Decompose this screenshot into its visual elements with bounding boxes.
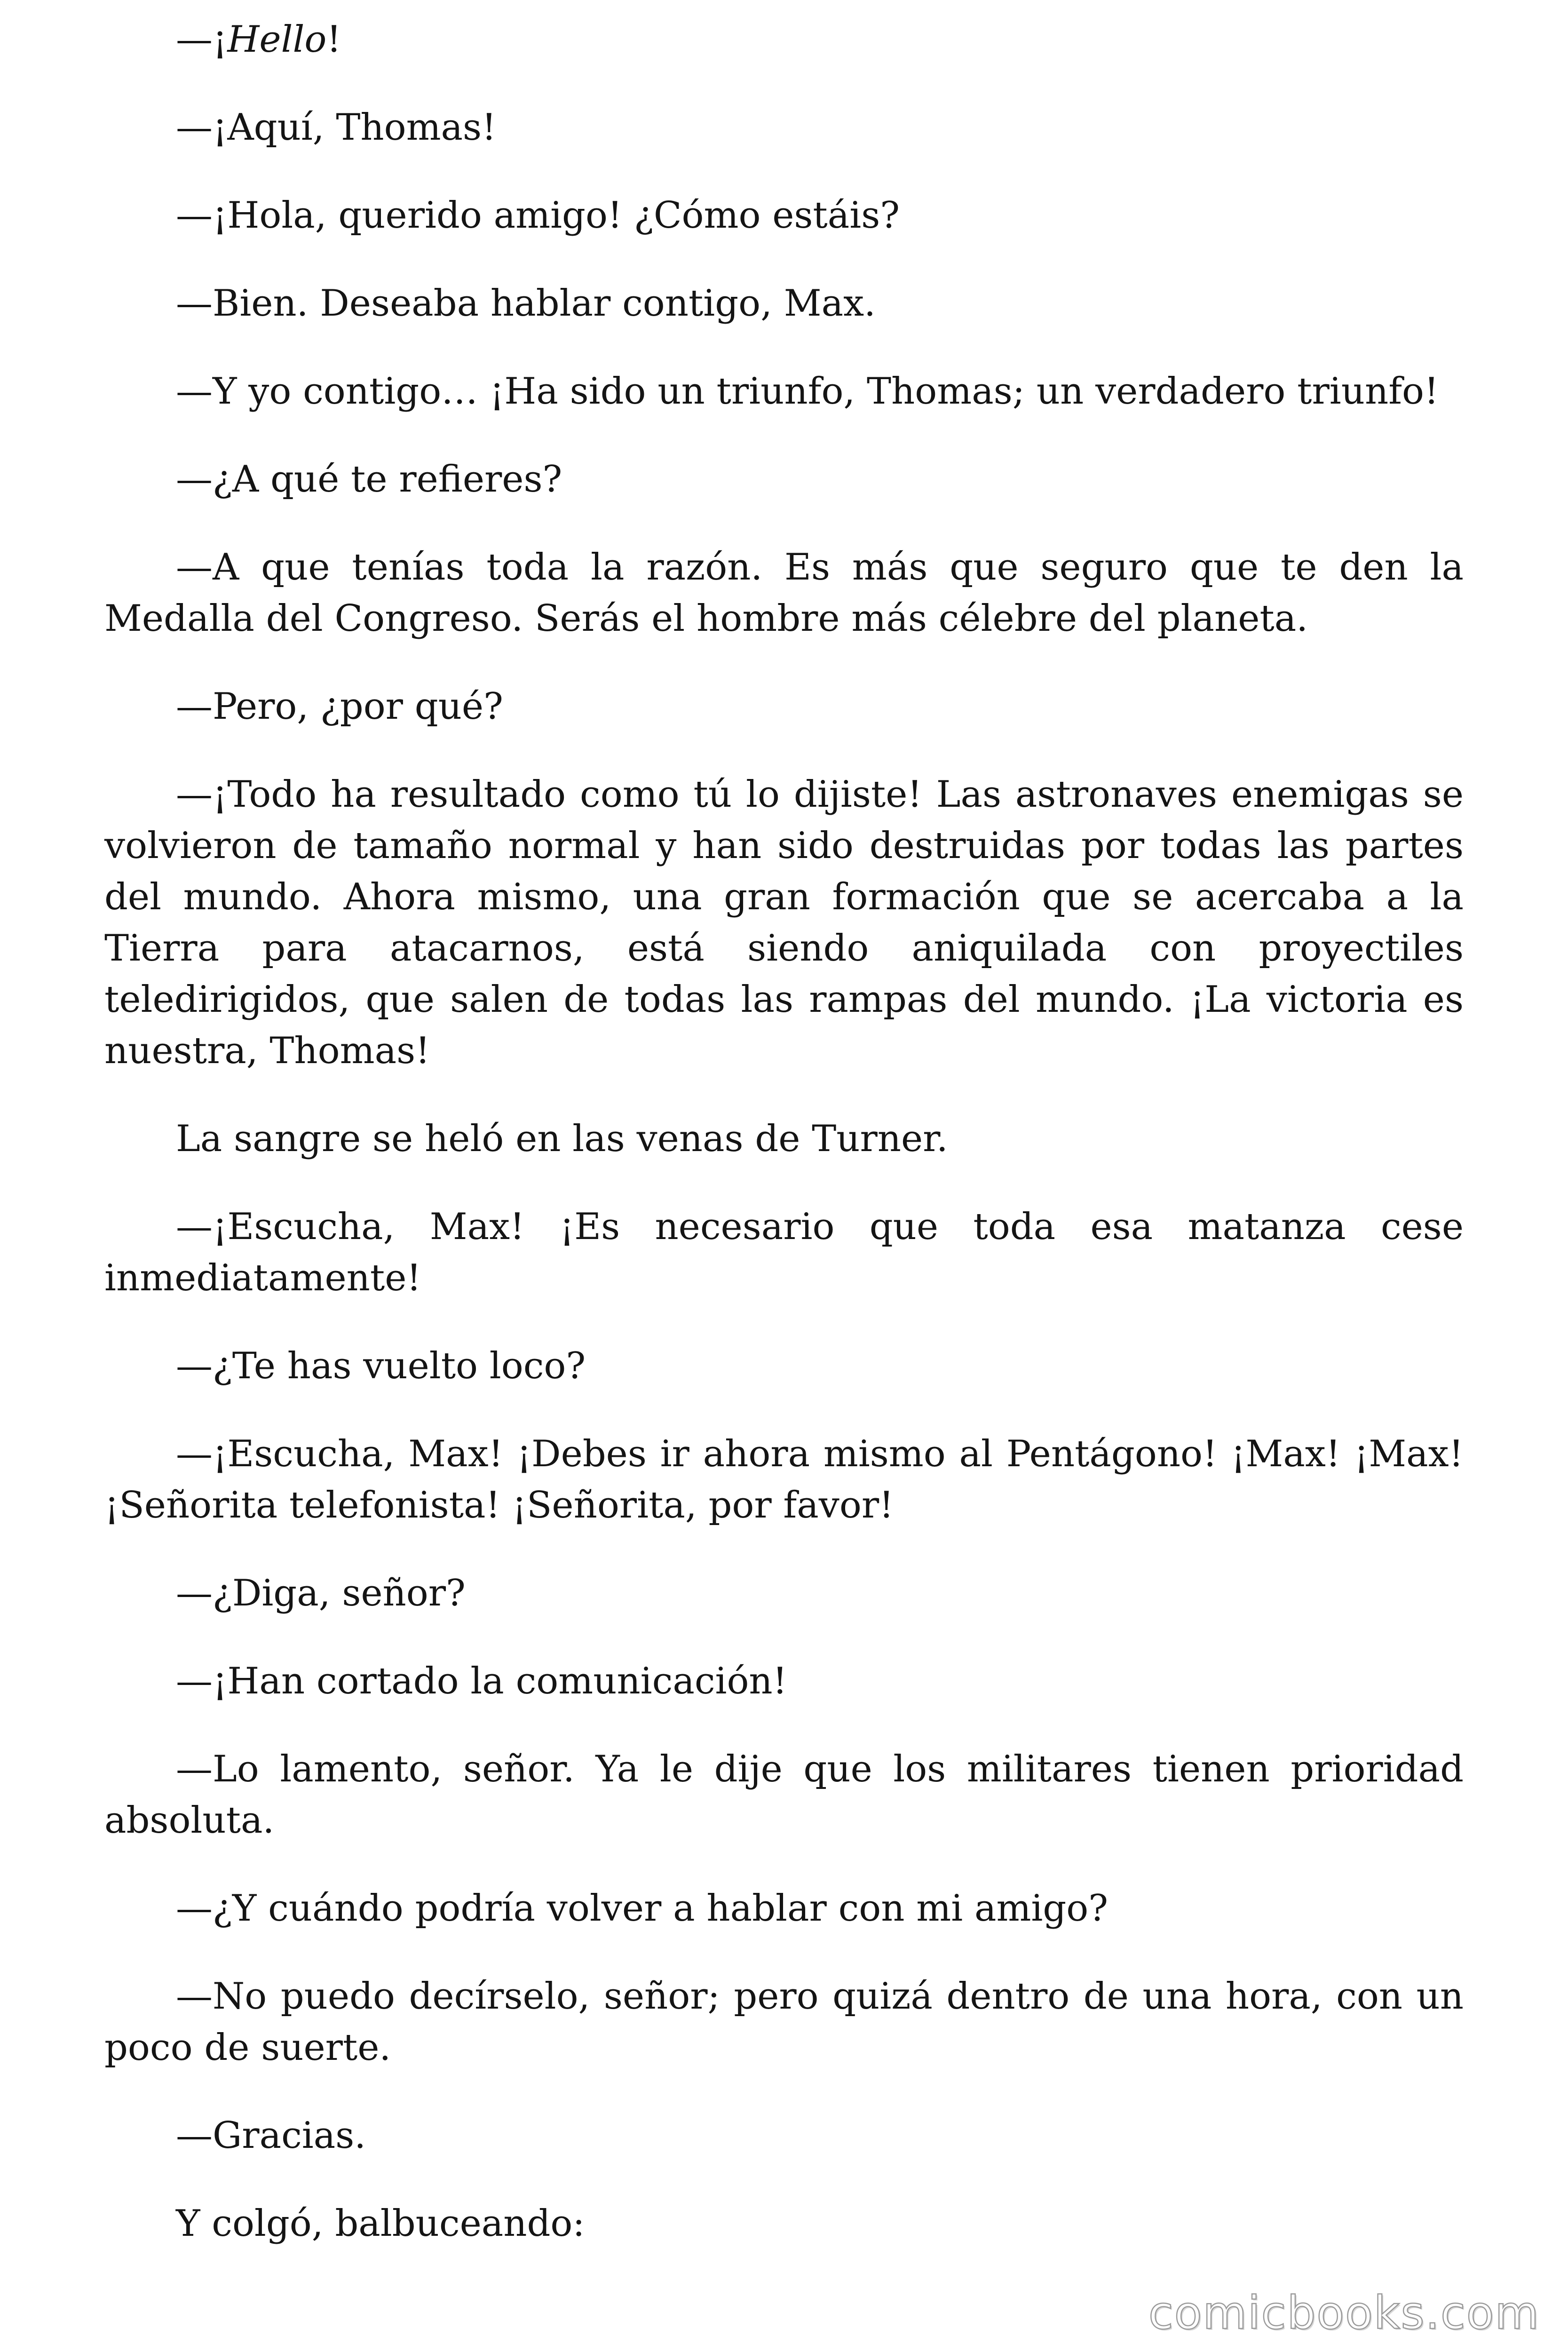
- paragraph-13: —¡Escucha, Max! ¡Debes ir ahora mismo al Pentágono! ¡Max! ¡Max! ¡Señorita telefonista! ¡Señorita, por favor!: [104, 1433, 1464, 1526]
- paragraph-20: Y colgó, balbuceando:: [176, 2202, 585, 2245]
- paragraph-16: —Lo lamento, señor. Ya le dije que los militares tienen prioridad absoluta.: [104, 1748, 1464, 1842]
- watermark-logo: comicbooks.com: [1148, 2287, 1540, 2339]
- paragraph-11: —¡Escucha, Max! ¡Es necesario que toda esa matanza cese inmediatamente!: [104, 1206, 1464, 1299]
- paragraph-12: —¿Te has vuelto loco?: [176, 1345, 586, 1387]
- paragraph-9: —¡Todo ha resultado como tú lo dijiste! Las astronaves enemigas se volvieron de tamaño normal y han sido destruidas por todas las partes del mundo. Ahora mismo, una gran formación que se acercaba a la Tierra para atacarnos, está siendo aniquilada con proyectiles teledirigidos, que salen de todas las rampas del mundo. ¡La victoria es nuestra, Thomas!: [104, 773, 1464, 1072]
- paragraph-10: La sangre se heló en las venas de Turner.: [176, 1118, 948, 1160]
- paragraph-7: —A que tenías toda la razón. Es más que seguro que te den la Medalla del Congreso. Serás el hombre más célebre del planeta.: [104, 546, 1464, 640]
- paragraph-8: —Pero, ¿por qué?: [176, 685, 503, 728]
- paragraph-6: —¿A qué te refieres?: [176, 458, 562, 501]
- paragraph-19: —Gracias.: [176, 2114, 366, 2157]
- paragraph-1: [104, 14, 1464, 65]
- paragraph-text: !: [326, 18, 341, 61]
- paragraph-5: —Y yo contigo… ¡Ha sido un triunfo, Thomas; un verdadero triunfo!: [176, 370, 1439, 413]
- emphasized-word: Hello: [227, 18, 327, 61]
- dash-prefix: —¡: [176, 18, 228, 61]
- paragraph-15: —¡Han cortado la comunicación!: [176, 1660, 787, 1702]
- paragraph-2: —¡Aquí, Thomas!: [176, 106, 497, 149]
- paragraph-14: —¿Diga, señor?: [176, 1572, 466, 1614]
- paragraph-4: —Bien. Deseaba hablar contigo, Max.: [176, 282, 876, 325]
- paragraph-17: —¿Y cuándo podría volver a hablar con mi amigo?: [176, 1887, 1109, 1930]
- paragraph-18: —No puedo decírselo, señor; pero quizá dentro de una hora, con un poco de suerte.: [104, 1975, 1464, 2069]
- paragraph-3: —¡Hola, querido amigo! ¿Cómo estáis?: [176, 194, 900, 237]
